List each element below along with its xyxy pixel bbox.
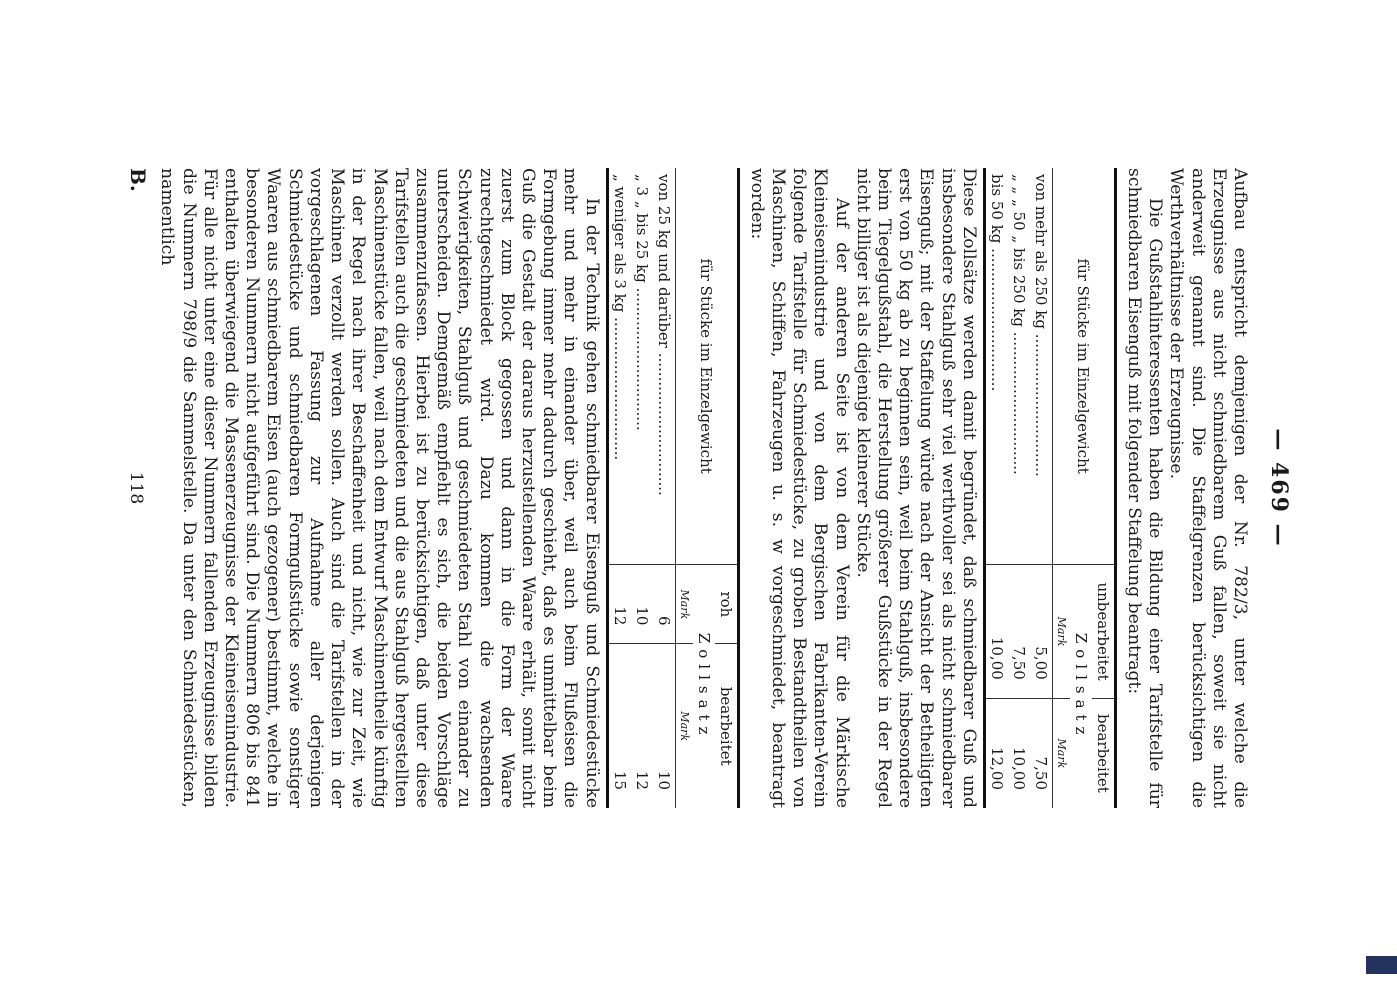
paragraph-3: Diese Zollsätze werden damit begründet, daß schmiedbarer Guß und insbesondere Stahlguß sehr viel werthvoller sei als nicht schmiedbarer Eisenguß; mit der Staffelung würde nach der Ansicht der Betheiligten erst von 50 kg ab zu beginnen sein, weil beim Stahlguß, insbesondere beim Tiegelgußstahl, die Herstellung größerer Gußstücke in der Regel nicht billiger ist als diejenige kleinerer Stücke. [852, 168, 979, 808]
table-row [653, 168, 676, 808]
table1-row-label: bis 50 kg .............................. [987, 174, 1006, 392]
table-row [631, 168, 653, 808]
table2-row-value: 10 [631, 565, 653, 644]
table2-row-value: 6 [653, 565, 676, 644]
table2-row-label: von 25 kg und darüber .............................. [653, 168, 676, 565]
table2-row-value: 12 [607, 565, 631, 644]
paragraph-5: In der Technik gehen schmiedbarer Eisenguß und Schmiedestücke mehr und mehr in einander über, weil auch beim Flußeisen die Formgebung immer mehr dadurch geschieht, daß es unmittelbar beim Guß die Gestalt der daraus herzustellenden Waare erhält, somit nicht zuerst zum Block gegossen und dann in die Form der Waare zurechtgeschmiedet wird. Dazu kommen die wachsenden Schwierigkeiten, Stahlguß und geschmiedeten Stahl von einander zu unterscheiden. Demgemäß empfiehlt es sich, die beiden Vorschläge zusammenzufassen. Hierbei ist zu berücksichtigen, daß unter diese Tarifstellen auch die geschmiedeten und die aus Stahlguß hergestellten Maschinenstücke fallen, weil nach dem Entwurf Maschinentheile künftig in der Regel nach ihrer Beschaffenheit und nicht, wie zur Zeit, wie Maschinen verzollt werden sollen. Auch sind die Tarifstellen in der vorgeschlagenen Fassung zur Aufnahme aller derjenigen Schmiedestücke und schmiedbaren Formgußstücke sowie sonstiger Waaren aus schmiedbarem Eisen (auch gezogener) bestimmt, welche in besonderen Nummern nicht aufgeführt sind. Die Nummern 806 bis 841 enthalten überwiegend die Massenerzeugnisse der Kleineisenindustrie. Für alle nicht unter eine dieser Nummern fallenden Erzeugnisse bilden die Nummern 798/9 die Sammelstelle. Da unter den Schmiedestücken, namentlich [157, 168, 602, 808]
table1-unit-1: Mark [1052, 565, 1070, 699]
table1-row-label: „ „ „ 50 „ bis 250 kg .............................. [1009, 174, 1028, 475]
table2-row-value: 12 [631, 644, 653, 808]
table1-header-zollsatz: Zollsatz [1070, 565, 1092, 808]
table1-header-unbearbeitet: unbearbeitet [1092, 565, 1116, 699]
rotated-page [126, 168, 1292, 808]
table1-row-value: 10,00 [1008, 698, 1030, 808]
table2-header-roh: roh [715, 565, 739, 644]
paragraph-4: Auf der anderen Seite ist von dem Verein für die Märkische Kleineisenindustrie und von dem Bergischen Fabrikanten-Verein folgende Tarifstelle für Schmiedestücke, zu groben Bestandtheilen von Maschinen, Schiffen, Fahrzeugen u. s. w vorgeschmiedet, beantragt worden: [746, 168, 852, 808]
table1-row-value: 12,00 [984, 698, 1008, 808]
table1-row-value: 10,00 [984, 565, 1008, 699]
table1-row-label: von mehr als 250 kg .............................. [1030, 168, 1053, 565]
table1-row-value: 7,50 [1008, 565, 1030, 699]
table2-col-label: für Stücke im Einzelgewicht [697, 258, 716, 474]
table1-header-bearbeitet: bearbeitet [1092, 698, 1116, 808]
table1-unit-2: Mark [1052, 698, 1070, 808]
footer-sheet-number: 118 [126, 471, 146, 505]
footer-signature-letter: B. [126, 168, 150, 192]
table2-header-zollsatz: Zollsatz [693, 565, 715, 808]
table2-unit-1: Mark [675, 565, 693, 644]
table2-row-value: 15 [607, 644, 631, 808]
table-row [984, 168, 1008, 808]
table2-row-value: 10 [653, 644, 676, 808]
paragraph-2: Die Gußstahlinteressenten haben die Bildung einer Tarifstelle für schmiedbaren Eisenguß mit folgender Staffelung beantragt: [1123, 168, 1166, 808]
table-row [1030, 168, 1053, 808]
table1-col-label: für Stücke im Einzelgewicht [1074, 258, 1093, 474]
table2-header-bearbeitet: bearbeitet [715, 644, 739, 808]
table-row [607, 168, 631, 808]
dfg-logo [1366, 956, 1397, 974]
table2-unit-2: Mark [675, 644, 693, 808]
tariff-table-1 [983, 168, 1117, 808]
tariff-table-2 [606, 168, 740, 808]
paragraph-1: Aufbau entspricht demjenigen der Nr. 782/3, unter welche die Erzeugnisse aus nicht schmiedbarem Guß fallen, soweit sie nicht anderweit genannt sind. Die Staffelgrenzen berücksichtigen die Werthverhältnisse der Erzeugnisse. [1166, 168, 1250, 808]
table-row [1008, 168, 1030, 808]
digitization-credit [1370, 20, 1392, 980]
table1-row-value: 7,50 [1030, 698, 1053, 808]
page-number-header: — 469 — [1266, 428, 1292, 548]
table2-row-label: „ 3 „ bis 25 kg .............................. [632, 174, 651, 431]
table1-row-value: 5,00 [1030, 565, 1053, 699]
table2-row-label: „ weniger als 3 kg .............................. [610, 174, 629, 461]
